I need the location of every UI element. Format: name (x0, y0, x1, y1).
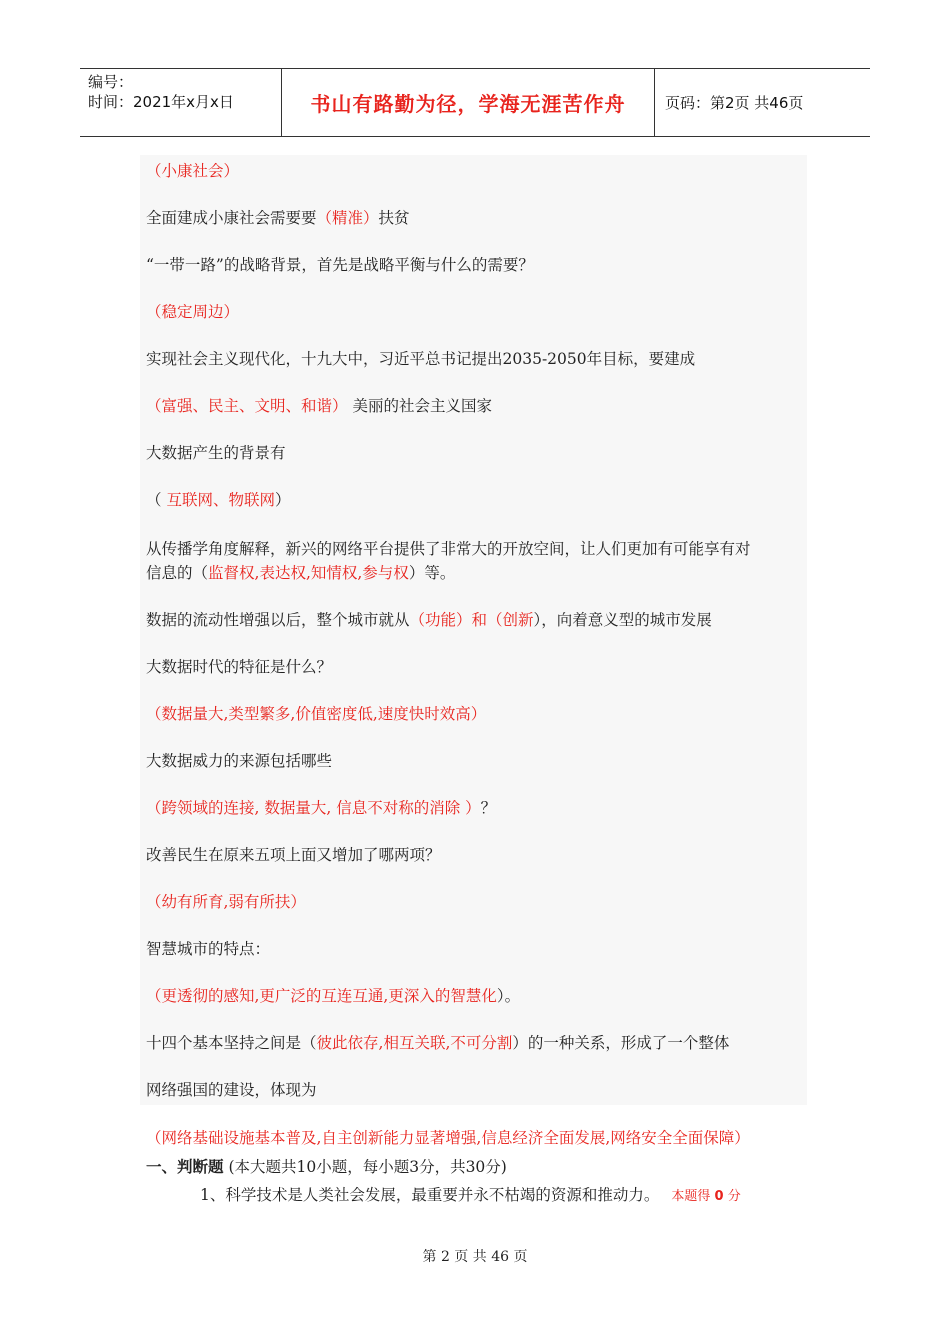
question-text: 十四个基本坚持之间是（ (146, 1034, 317, 1052)
question-text: 改善民生在原来五项上面又增加了哪两项？ (146, 846, 441, 864)
answer-text: （功能）和（创新 (409, 611, 534, 629)
question-text: 实现社会主义现代化，十九大中，习近平总书记提出2035-2050年目标，要建成 (146, 350, 696, 368)
question-text: ） (274, 491, 291, 509)
section-description: (本大题共10小题，每小题3分，共30分) (223, 1158, 507, 1176)
content-line (146, 488, 290, 512)
question-text: 大数据时代的特征是什么？ (146, 658, 333, 676)
content-line (146, 843, 441, 867)
answer-text: （富强、民主、文明、和谐） (146, 397, 348, 415)
question-text: ），向着意义型的城市发展 (533, 611, 712, 629)
question-text: “一带一路”的战略背景，首先是战略平衡与什么的需要？ (146, 256, 534, 274)
page-footer: 第 2 页 共 46 页 (422, 1249, 528, 1265)
question-text: 网络强国的建设，体现为 (146, 1081, 317, 1099)
answer-text: 彼此依存,相互关联,不可分割 (316, 1034, 513, 1052)
content-line (146, 655, 332, 679)
answer-text: （网络基础设施基本普及,自主创新能力显著增强,信息经济全面发展,网络安全全面保障） (146, 1129, 750, 1147)
answer-text: （精准） (316, 209, 379, 227)
section-title-label: 一、判断题 (146, 1158, 224, 1176)
answer-text: （数据量大,类型繁多,价值密度低,速度快时效高） (146, 705, 487, 723)
question-text: ）等。 (408, 564, 456, 582)
question-text: 全面建成小康社会需要要 (146, 209, 317, 227)
question-text: 大数据威力的来源包括哪些 (146, 752, 333, 770)
answer-text: （幼有所育,弱有所扶） (146, 893, 306, 911)
header-meta (80, 69, 282, 136)
answer-text: （更透彻的感知,更广泛的互连互通,更深入的智慧化 (146, 987, 497, 1005)
content-line (146, 561, 455, 585)
section-title (146, 1155, 507, 1177)
content-line (146, 206, 410, 230)
answer-text: 监督权,表达权,知情权,参与权 (208, 564, 409, 582)
answer-text: 互联网、物联网 (166, 491, 275, 509)
question-text: ）的一种关系，形成了一个整体 (512, 1034, 730, 1052)
header-page-code: 页码：第2页 共46页 (665, 94, 804, 112)
question-text: 大数据产生的背景有 (146, 444, 286, 462)
answer-text: （跨领域的连接, 数据量大, 信息不对称的消除 ） (146, 799, 481, 817)
question-text: 信息的（ (146, 564, 209, 582)
question-1-text: 1、科学技术是人类社会发展，最重要并永不枯竭的资源和推动力。 (200, 1186, 660, 1204)
time-label: 时间：2021年x月x日 (88, 93, 234, 111)
question-text: ）。 (496, 987, 521, 1005)
question-text: 美丽的社会主义国家 (347, 397, 492, 415)
question-text: （ (146, 491, 167, 509)
question-1-score: 本题得 0 分 (671, 1189, 741, 1204)
content-line (146, 1126, 750, 1150)
content-line (146, 1078, 317, 1102)
question-text: ？ (480, 799, 497, 817)
question-1 (200, 1183, 741, 1205)
header-motto: 书山有路勤为径，学海无涯苦作舟 (282, 69, 655, 136)
content-line (146, 537, 751, 561)
content-line (146, 300, 239, 324)
page-header (80, 68, 870, 137)
question-text: 扶贫 (378, 209, 410, 227)
content-line (146, 796, 496, 820)
score-value: 0 (714, 1189, 724, 1204)
content-line (146, 1031, 729, 1055)
content-line (146, 890, 306, 914)
question-text: 从传播学角度解释，新兴的网络平台提供了非常大的开放空间，让人们更加有可能享有对 (146, 540, 751, 558)
question-text: 智慧城市的特点： (146, 940, 271, 958)
content-line (146, 702, 486, 726)
content-line (146, 441, 286, 465)
answer-text: （小康社会） (146, 162, 240, 180)
answer-text: （稳定周边） (146, 303, 240, 321)
content-line (146, 749, 332, 773)
content-line (146, 253, 534, 277)
content-line (146, 984, 520, 1008)
content-line (146, 608, 712, 632)
content-line (146, 159, 239, 183)
question-text: 数据的流动性增强以后，整个城市就从 (146, 611, 410, 629)
content-line (146, 347, 695, 371)
number-label: 编号： (88, 73, 134, 91)
content-line (146, 394, 492, 418)
content-line (146, 937, 270, 961)
